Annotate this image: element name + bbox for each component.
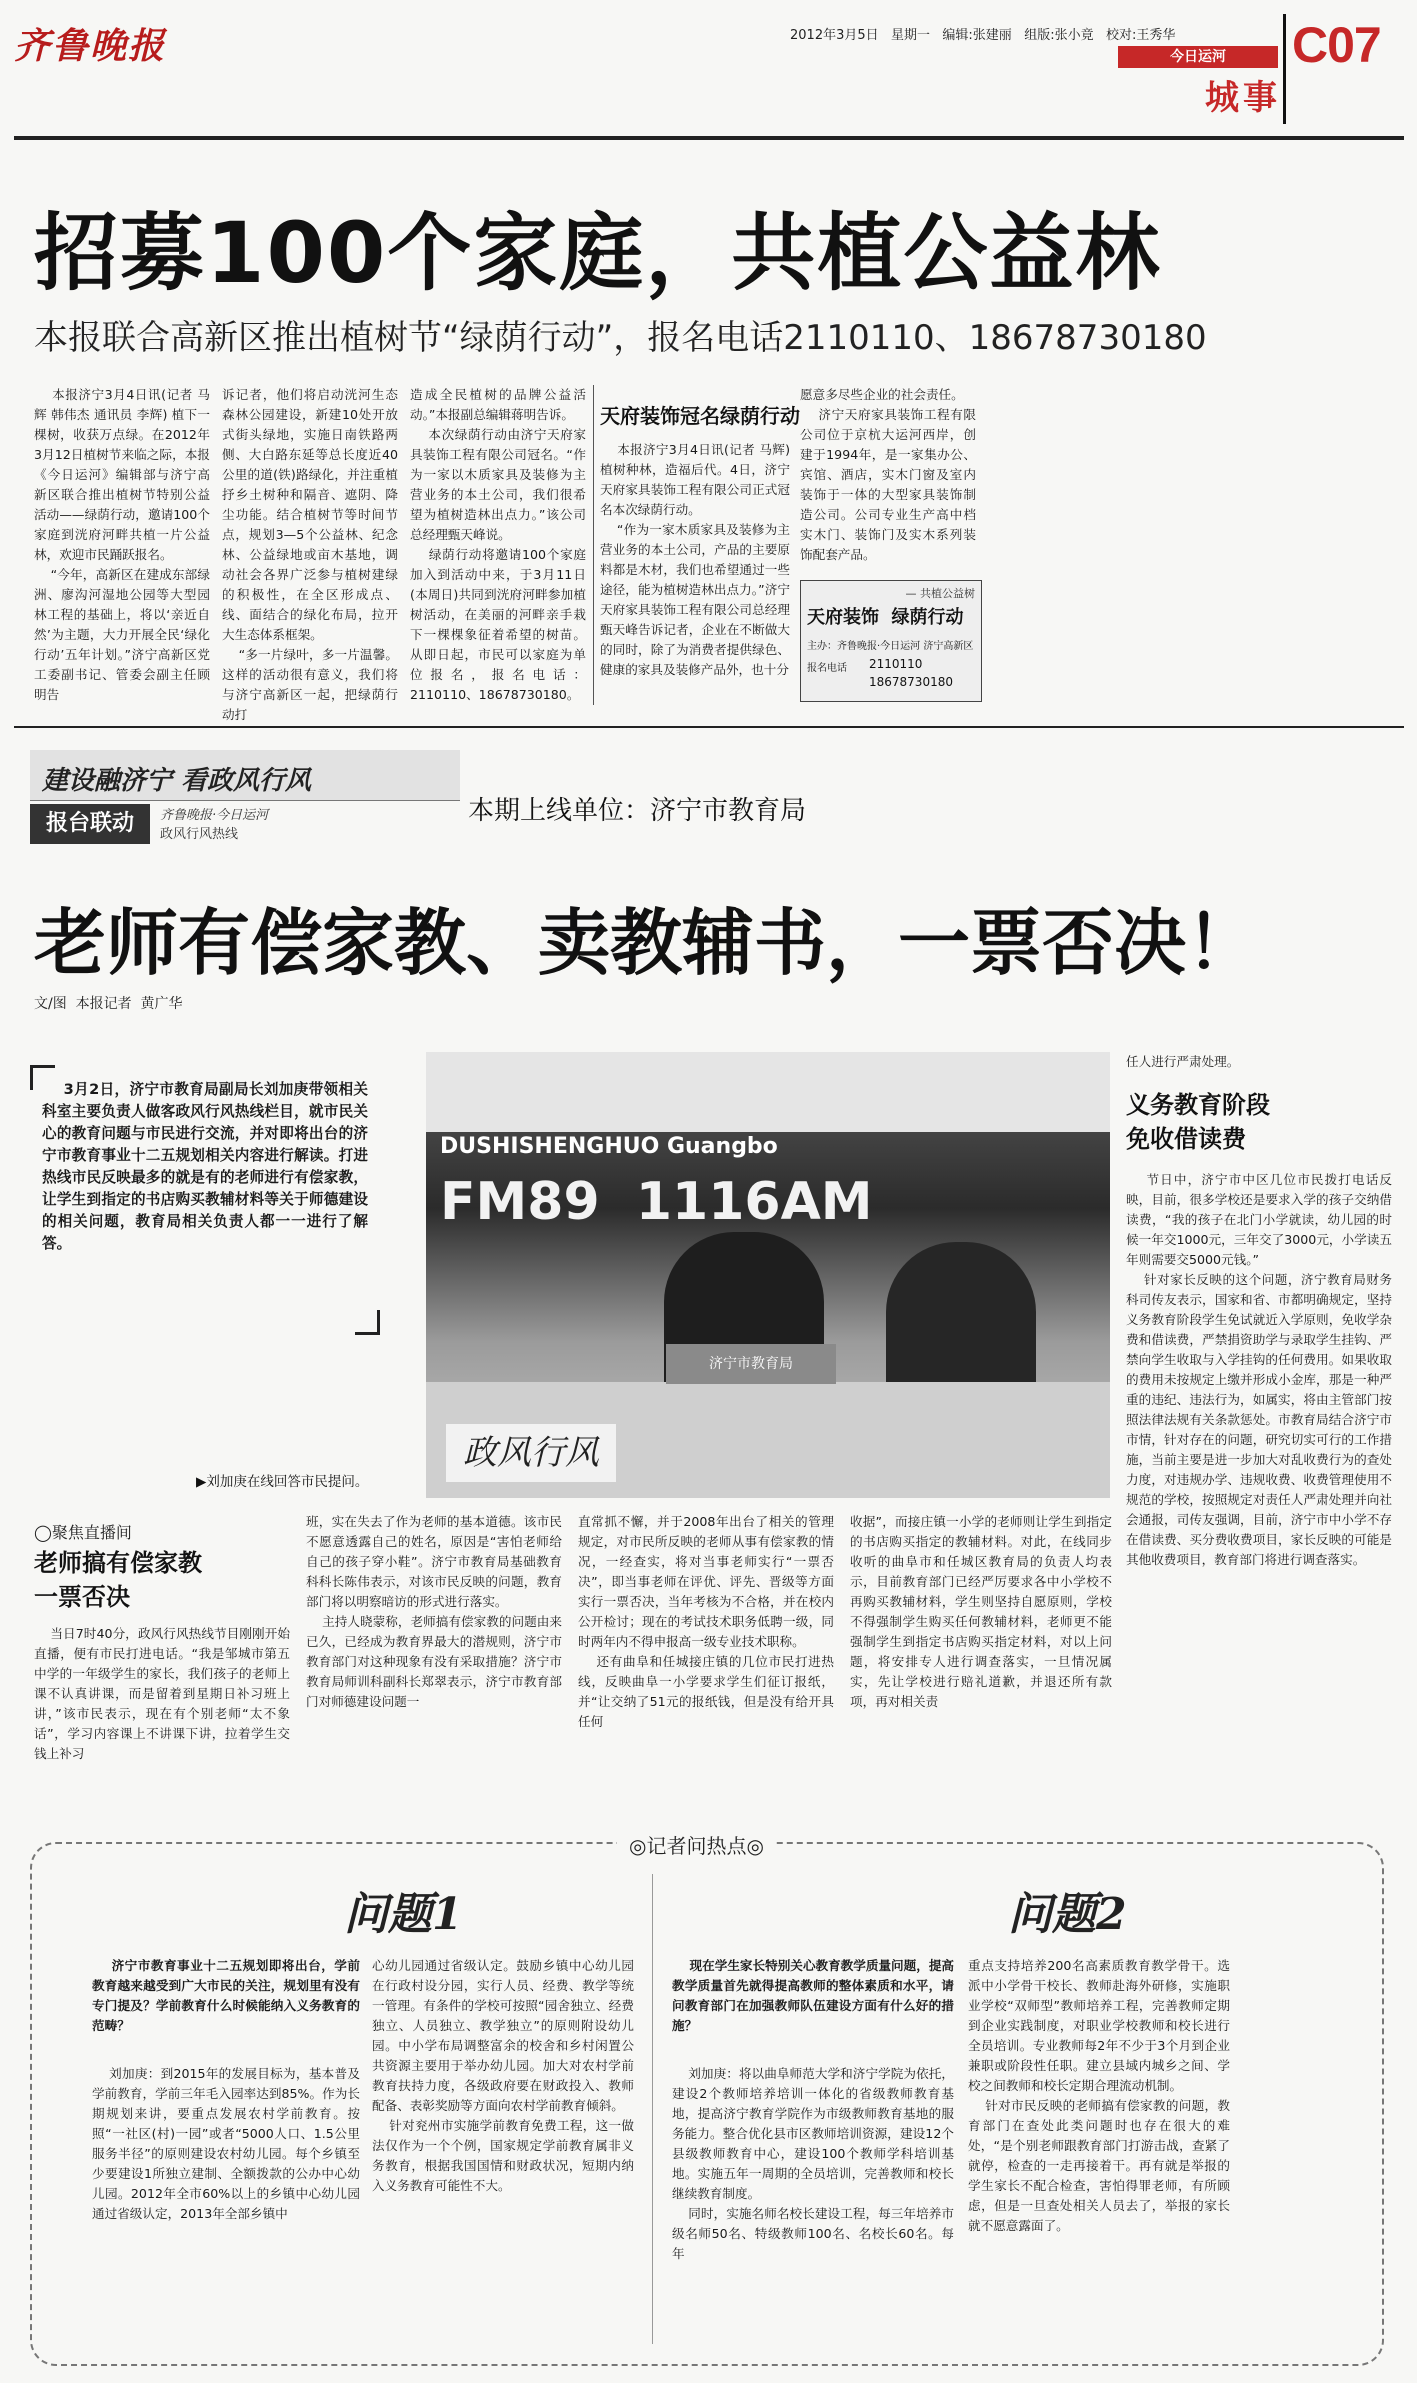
q1-answer: 刘加庚：到2015年的发展目标为，基本普及学前教育，学前三年毛入园率达到85%。作为长期规划来讲，要重点发展农村学前教育。按照“一社区(村)一园”或者“5000人口、1.5公里服务半径”的原则建设农村幼儿园。每个乡镇至少要建设1所独立建制、全额拨款的公办中心幼儿园。2012年全市60%以上的乡镇中心幼儿园通过省级认定，2013年全部乡镇中: [92, 2066, 360, 2221]
date-line: 2012年3月5日 星期一 编辑:张建丽 组版:张小竟 校对:王秀华: [790, 28, 1176, 43]
q2-answer-cont: 重点支持培养200名高素质教育教学骨干。选派中小学骨干校长、教师赴海外研修，实施职业学校“双师型”教师培养工程，完善教师定期到企业实践制度，对职业学校教师和校长进行全员培训。专业教师每2年不少于3个月到企业兼职或阶段性任职。建立县域内城乡之间、学校之间教师和校长定期合理流动机制。 针对市民反映的老师搞有偿家教的问题，教育部门在查处此类问题时也存在很大的难处，“是个别老师跟教育部门打游击战，查紧了就停，检查的一走再接着干。再有就是举报的学生家长不配合检查，害怕得罪老师，有所顾虑，但是一旦查处相关人员去了，举报的家长就不愿意露面了。: [968, 1958, 1230, 2233]
column-banner: [30, 750, 460, 850]
ad-host-label: 主办：: [807, 641, 837, 652]
ad-phone-label: 报名电话: [807, 663, 847, 674]
story2-c3: 直常抓不懈，并于2008年出台了相关的管理规定，对市民所反映的老师从事有偿家教的情况，一经查实，将对当事老师实行“一票否决”，即当事老师在评优、评先、晋级等方面实行一票否决，当年考核为不合格，并在校内公开检讨；现在的考试技术职务低聘一级，同时两年内不得申报高一级专业技术职称。 还有曲阜和任城接庄镇的几位市民打进热线，反映曲阜一小学要求学生们征订报纸，并“让交纳了51元的报纸钱，但是没有给开具任何: [578, 1514, 834, 1729]
story1-col4: 本报济宁3月4日讯(记者 马辉) 植树种林，造福后代。4日，济宁天府家具装饰工程有限公司正式冠名本次绿荫行动。 “作为一家木质家具及装修为主营业务的本土公司，产品的主要原料都是木材，我们也希望通过一些途径，能为植树造林出点力。”济宁天府家具装饰工程有限公司总经理甄天峰告诉记者，企业在不断做大的同时，除了为消费者提供绿色、健康的家具及装修产品外，也十分: [600, 442, 791, 677]
story1-col3: 造成全民植树的品牌公益活动。”本报副总编辑蒋明告诉。 本次绿荫行动由济宁天府家具装饰工程有限公司冠名。“作为一家以木质家具及装修为主营业务的本土公司，我们很希望为植树造林出点力。”该公司总经理甄天峰说。 绿荫行动将邀请100个家庭加入到活动中来，于3月11日(本周日)共同到洸府河畔参加植树活动，在美丽的河畔亲手栽下一棵棵象征着希望的树苗。从即日起，市民可以家庭为单位报名，报名电话：2110110、18678730180。: [410, 387, 587, 702]
story1-col2: 诉记者，他们将启动洸河生态森林公园建设，新建10处开放式街头绿地，实施日南铁路两侧、大白路东延等总长度近40公里的道(铁)路绿化，并注重植抒乡土树种和隔音、遮阴、降尘功能。结合植树节等时间节点，规划3—5个公益林、纪念林、公益绿地或亩木基地，调动社会各界广泛参与植树建绿的积极性，在全区形成点、线、面结合的绿化布局，拉开大生态体系框架。 “多一片绿叶，多一片温馨。这样的活动很有意义，我们将与济宁高新区一起，把绿荫行动打: [222, 387, 399, 722]
live-title: 老师搞有偿家教 一票否决: [34, 1549, 202, 1611]
lead-box: [30, 1065, 380, 1335]
story2-right-top: 任人进行严肃处理。: [1126, 1054, 1240, 1069]
radio-studio-photo: [426, 1052, 1110, 1498]
banner-tag: 报台联动: [30, 804, 150, 844]
ad-phone1: 2110110: [869, 657, 923, 671]
masthead: [0, 0, 1417, 140]
live-label: ◯聚焦直播间: [34, 1523, 132, 1542]
hot-questions-box: [30, 1834, 1384, 2366]
story1-sidebar-title: 天府装饰冠名绿荫行动: [600, 404, 800, 428]
page-divider: [1283, 14, 1286, 124]
ad-phone2: 18678730180: [869, 675, 953, 689]
photo-table-sign: 济宁市教育局: [666, 1344, 836, 1384]
story2-c4: 收据”，而接庄镇一小学的老师则让学生到指定的书店购买指定的教辅材料。对此，在线同步收听的曲阜市和任城区教育局的负责人均表示，目前教育部门已经严厉要求各中小学校不再购买教辅材料，学生则坚持自愿原则，学校不得强制学生购买任何教辅材料，老师更不能强制学生到指定书店购买指定材料，对以上问题，将安排专人进行调查落实，一旦情况属实，先让学校进行赔礼道歉，并退还所有款项，再对相关责: [850, 1514, 1112, 1709]
ad-host-text: 齐鲁晚报·今日运河 济宁高新区: [837, 641, 974, 652]
story2-c1: 当日7时40分，政风行风热线节目刚刚开始直播，便有市民打进电话。“我是邹城市第五中学的一年级学生的家长，我们孩子的老师上课不认真讲课，而是留着到星期日补习班上讲，”该市民表示，现在有个别老师“太不象话”，学习内容课上不讲课下讲，拉着学生交钱上补习: [34, 1626, 290, 1761]
story1-col5: 愿意多尽些企业的社会责任。 济宁天府家具装饰工程有限公司位于京杭大运河西岸，创建于1994年，是一家集办公、宾馆、酒店，实木门窗及室内装饰于一体的大型家具装饰制造公司。公司专业生产高中档实木门、装饰门及实木系列装饰配套产品。: [800, 387, 977, 562]
ad-caption: — 共植公益树: [905, 587, 975, 600]
photo-studio-text1: DUSHISHENGHUO Guangbo: [440, 1134, 778, 1159]
story2-lead: 3月2日，济宁市教育局副局长刘加庚带领相关科室主要负责人做客政风行风热线栏目，就市民关心的教育问题与市民进行交流，并对即将出台的济宁市教育事业十二五规划相关内容进行解读。打进热线市民反映最多的就是有的老师进行有偿家教，让学生到指定的书店购买教辅材料等关于师德建设的相关问题，教育局相关负责人都一一进行了解答。: [42, 1081, 368, 1252]
photo-banner: 政风行风: [446, 1424, 616, 1482]
q1-title: 问题1: [344, 1889, 463, 1940]
q1-question: 济宁市教育事业十二五规划即将出台，学前教育越来越受到广大市民的关注，规划里有没有专门提及？学前教育什么时候能纳入义务教育的范畴？: [92, 1958, 360, 2033]
banner-logo: [160, 804, 450, 846]
greening-ad: [800, 580, 982, 702]
banner-logo-line2: 政风行风热线: [160, 827, 239, 842]
newspaper-logo: 齐鲁晚报: [14, 25, 167, 67]
photo-caption: ▶刘加庚在线回答市民提问。: [196, 1474, 369, 1490]
story2-headline: 老师有偿家教、卖教辅书，一票否决！: [34, 901, 1259, 985]
photo-sign-band: [426, 1052, 1110, 1132]
banner-logo-line1: 齐鲁晚报·今日运河: [160, 808, 269, 823]
online-unit: 本期上线单位：济宁市教育局: [468, 796, 807, 826]
lead-corner-br: [355, 1310, 380, 1335]
story1-headline: 招募100个家庭，共植公益林: [34, 204, 1162, 302]
hot-label: ◎记者问热点◎: [617, 1830, 776, 1859]
masthead-rule: [14, 136, 1404, 140]
q2-answer: 刘加庚：将以曲阜师范大学和济宁学院为依托，建设2个教师培养培训一体化的省级教师教育基地，提高济宁教育学院作为市级教师教育基地的服务能力。整合优化县市区教师培训资源，建设12个县级教师教育中心，建设100个教师学科培训基地。实施五年一周期的全员培训，完善教师和校长继续教育制度。 同时，实施名师名校长建设工程，每三年培养市级名师50名、特级教师100名、名校长60名。每年: [672, 2066, 954, 2261]
q1-answer-cont: 心幼儿园通过省级认定。鼓励乡镇中心幼儿园在行政村设分园，实行人员、经费、教学等统一管理。有条件的学校可按照“园舍独立、经费独立、人员独立、教学独立”的原则附设幼儿园。中小学布局调整富余的校舍和乡村闲置公共资源主要用于举办幼儿园。加大对农村学前教育扶持力度，各级政府要在财政投入、教师配备、表彰奖励等方面向农村学前教育倾斜。 针对兖州市实施学前教育免费工程，这一做法仅作为一个个例，国家规定学前教育属非义务教育，根据我国国情和财政状况，短期内纳入义务教育可能性不大。: [372, 1958, 634, 2193]
story1-col-divider: [593, 385, 594, 705]
ad-host: [807, 637, 973, 652]
ad-title: 天府装饰 绿荫行动: [807, 607, 964, 628]
story1-deck: 本报联合高新区推出植树节“绿荫行动”，报名电话2110110、18678730180: [34, 318, 1207, 358]
story2-right-body: 节日中，济宁市中区几位市民拨打电话反映，目前，很多学校还是要求入学的孩子交纳借读费，“我的孩子在北门小学就读，幼儿园的时候一年交1000元，三年交了3000元，小学读五年则需要交5000元钱。” 针对家长反映的这个问题，济宁教育局财务科司传友表示，国家和省、市都明确规定，坚持义务教育阶段学生免试就近入学原则，免收学杂费和借读费，严禁捐资助学与录取学生挂钩、严禁向学生收取与入学挂钩的任何费用。如果收取的费用未按规定上缴并形成小金库，那是一种严重的违纪、违法行为，如属实，将由主管部门按照法律法规有关条款惩处。市教育局结合济宁市市情，针对存在的问题，研究切实可行的工作措施，当前主要是进一步加大对乱收费行为的查处力度，对违规办学、违规收费、收费管理使用不规范的学校，按照规定对责任人严肃处理并向社会通报，司传友强调，目前，济宁市中小学不存在借读费、买分费收费项目，家长反映的可能是其他收费项目，教育部门将进行调查落实。: [1126, 1172, 1393, 1567]
story1-bottom-rule: [14, 726, 1404, 728]
banner-slogan: 建设融济宁 看政风行风: [42, 766, 312, 796]
q2-question: 现在学生家长特别关心教育教学质量问题，提高教学质量首先就得提高教师的整体素质和水平，请问教育部门在加强教师队伍建设方面有什么好的措施？: [672, 1958, 955, 2033]
q2-title: 问题2: [1008, 1889, 1127, 1940]
banner-slogan-bar: [30, 750, 460, 801]
story2-right-subhead: 义务教育阶段 免收借读费: [1126, 1091, 1270, 1153]
story1-col1: 本报济宁3月4日讯(记者 马辉 韩伟杰 通讯员 李辉) 植下一棵树，收获万点绿。在2012年3月12日植树节来临之际，本报《今日运河》编辑部与济宁高新区联合推出植树节特别公益活动——绿荫行动，邀请100个家庭到洸府河畔共植一片公益林，欢迎市民踊跃报名。 “今年，高新区在建成东部绿洲、廖沟河湿地公园等大型园林工程的基础上，将以‘亲近自然’为主题，大力开展全民‘绿化行动’五年计划。”济宁高新区党工委副书记、管委会副主任顾明告: [34, 387, 211, 702]
photo-studio-text2: FM89 1116AM: [440, 1172, 873, 1232]
section-name: 城事: [1205, 78, 1281, 118]
hot-center-divider: [652, 1874, 653, 2344]
story2-c2: 班，实在失去了作为老师的基本道德。该市民不愿意透露自己的姓名，原因是“害怕老师给自己的孩子穿小鞋”。济宁市教育局基础教育科科长陈伟表示，对该市民反映的问题，教育部门将以明察暗访的形式进行落实。 主持人晓蒙称，老师搞有偿家教的问题由来已久，已经成为教育界最大的潜规则，济宁市教育部门对这种现象有没有采取措施？济宁市教育局师训科副科长郑翠表示，济宁市教育部门对师德建设问题一: [306, 1514, 562, 1709]
section-tab: 今日运河: [1118, 46, 1278, 68]
page-number: C07: [1292, 17, 1381, 73]
story2-byline: 文/图 本报记者 黄广华: [34, 996, 183, 1012]
